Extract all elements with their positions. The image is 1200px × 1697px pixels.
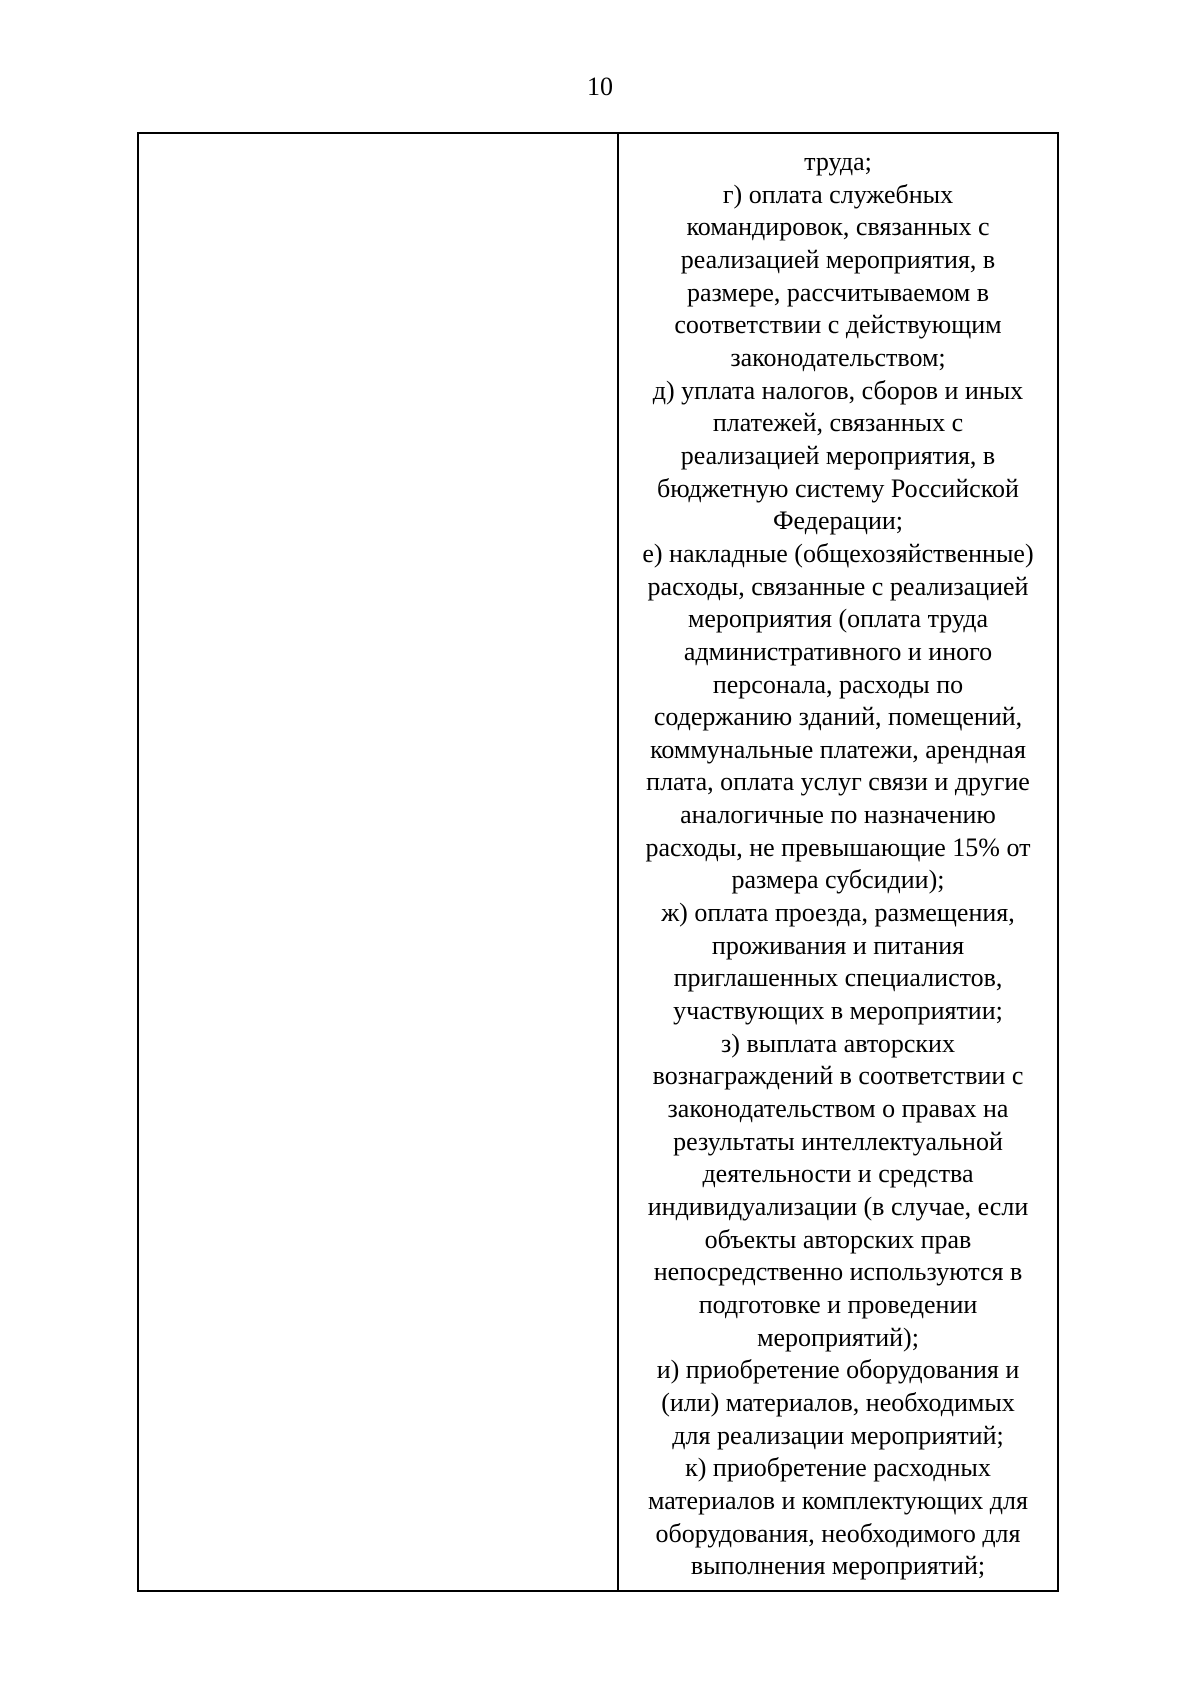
text-line: непосредственно используются в <box>653 1257 1023 1287</box>
text-line: размера субсидии); <box>731 865 945 895</box>
text-line: персонала, расходы по <box>712 669 964 699</box>
text-line: участвующих в мероприятии; <box>673 996 1003 1026</box>
text-line: индивидуализации (в случае, если <box>647 1192 1029 1221</box>
text-line: объекты авторских прав <box>704 1224 972 1254</box>
text-line: коммунальные платежи, арендная <box>650 734 1026 764</box>
text-line: труда; <box>804 147 872 176</box>
document-table <box>137 132 1059 1592</box>
text-line: вознаграждений в соответствии с <box>652 1061 1024 1091</box>
table-cell-left <box>139 134 619 1590</box>
text-line: (или) материалов, необходимых <box>661 1387 1015 1417</box>
text-line: аналогичные по назначению <box>680 800 996 830</box>
text-line: мероприятия (оплата труда <box>687 604 989 634</box>
text-line: содержанию зданий, помещений, <box>653 702 1023 732</box>
text-line: деятельности и средства <box>702 1159 974 1189</box>
text-line: к) приобретение расходных <box>685 1453 991 1483</box>
text-line: д) уплата налогов, сборов и иных <box>652 375 1024 405</box>
text-line: размере, рассчитываемом в <box>686 277 990 307</box>
text-line: законодательством; <box>730 342 946 372</box>
text-line: командировок, связанных с <box>686 212 990 242</box>
text-line: и) приобретение оборудования и <box>656 1355 1020 1385</box>
text-line: платежей, связанных с <box>712 408 964 438</box>
text-line: е) накладные (общехозяйственные) <box>642 538 1034 568</box>
text-line: плата, оплата услуг связи и другие <box>646 767 1030 797</box>
page-number: 10 <box>587 72 613 101</box>
text-line: оборудования, необходимого для <box>655 1518 1021 1548</box>
text-line: подготовке и проведении <box>698 1289 978 1319</box>
text-line: законодательством о правах на <box>667 1094 1009 1124</box>
text-line: выполнения мероприятий; <box>690 1551 986 1581</box>
text-line: соответствии с действующим <box>674 310 1002 340</box>
text-line: материалов и комплектующих для <box>648 1485 1028 1515</box>
text-line: ж) оплата проезда, размещения, <box>661 898 1015 928</box>
text-line: бюджетную систему Российской <box>657 473 1019 503</box>
text-line: мероприятий); <box>757 1322 919 1352</box>
text-line: з) выплата авторских <box>721 1028 955 1058</box>
table-cell-right <box>619 134 1057 1590</box>
text-line: Федерации; <box>772 506 903 536</box>
text-line: для реализации мероприятий; <box>672 1420 1004 1450</box>
text-line: проживания и питания <box>711 930 965 960</box>
text-line: приглашенных специалистов, <box>673 963 1003 993</box>
text-line: г) оплата служебных <box>722 179 954 209</box>
text-line: расходы, не превышающие 15% от <box>645 832 1031 862</box>
text-line: реализацией мероприятия, в <box>680 244 996 274</box>
text-line: административного и иного <box>683 636 993 666</box>
text-line: реализацией мероприятия, в <box>680 440 996 470</box>
text-line: результаты интеллектуальной <box>673 1126 1003 1156</box>
text-line: расходы, связанные с реализацией <box>647 571 1029 601</box>
